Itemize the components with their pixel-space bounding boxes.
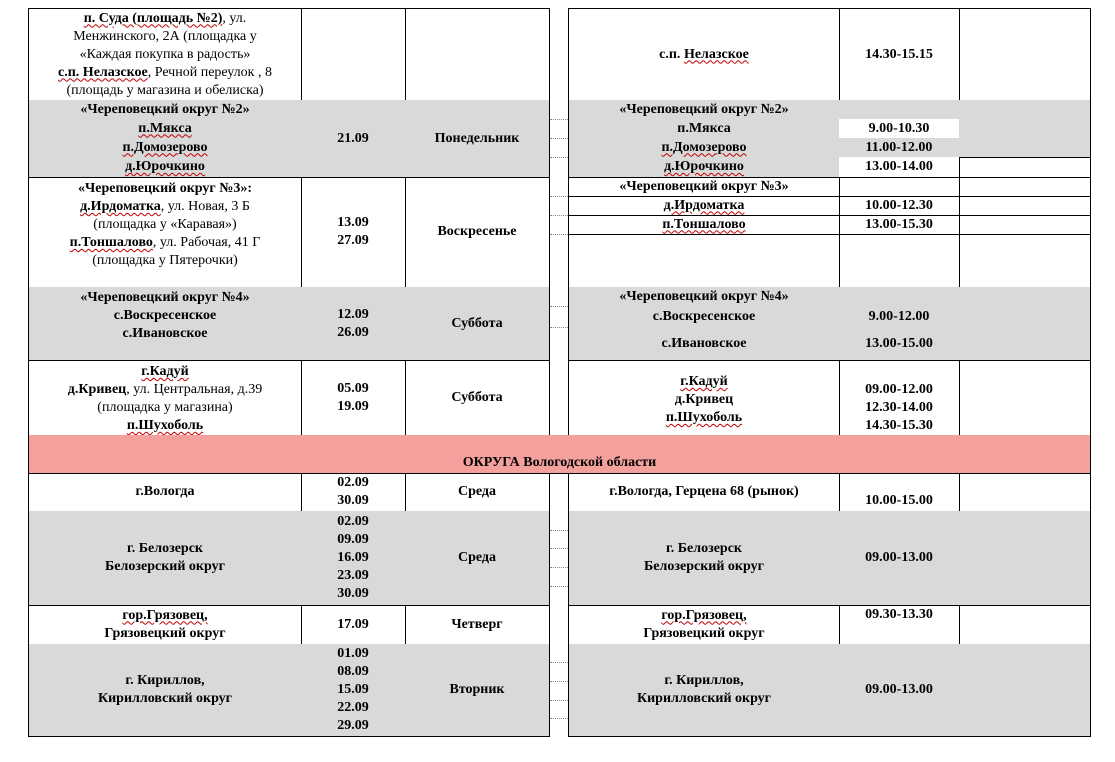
- okrug3-location: [28, 177, 302, 288]
- okrug3-title-right: «Череповецкий округ №3»: [619, 178, 789, 194]
- kaduy-stops: [568, 360, 840, 436]
- nelazskoe-prefix: с.п.: [659, 46, 684, 62]
- day-value: Четверг: [451, 616, 503, 632]
- gryazovets-note: [959, 605, 1091, 645]
- row1-note: [959, 8, 1091, 101]
- okrug3-time: [839, 196, 960, 216]
- kaduy-dates: [301, 360, 406, 436]
- belozersk-location: [28, 511, 302, 606]
- date-value: 17.09: [337, 616, 369, 632]
- vologda-time: [839, 473, 960, 512]
- okrug2-date: [301, 100, 406, 178]
- stop-ivanovskoe: с.Ивановское: [661, 335, 747, 351]
- okrug2-item: [28, 119, 302, 139]
- place-yurochkino: д.Юрочкино: [125, 159, 205, 174]
- gap-rule: [550, 567, 568, 568]
- okrug2-item: [28, 157, 302, 178]
- nelazskoe-street: , Речной переулок , 8: [147, 64, 272, 80]
- suda-name: п. Суда (площадь №2): [83, 10, 223, 26]
- vologda-location: [28, 473, 302, 512]
- day-value: Вторник: [449, 682, 505, 697]
- stop-voskresenskoe: с.Воскресенское: [652, 308, 756, 324]
- kirillov-dates: [301, 644, 406, 737]
- date-value: 08.09: [337, 664, 369, 679]
- okrug4-title: «Череповецкий округ №4»: [80, 290, 250, 305]
- okrug3-note: [959, 177, 1091, 197]
- place-ivanovskoe: с.Ивановское: [122, 326, 208, 341]
- gap-rule: [550, 530, 568, 531]
- stop-myaksa: п.Мякса: [677, 120, 731, 136]
- gryazovets-date: [301, 605, 406, 645]
- day-value: Понедельник: [434, 130, 520, 146]
- kirillov-day: [405, 644, 550, 737]
- stop-belozersk-okrug: Белозерский округ: [644, 559, 764, 574]
- kirillov-time: [839, 644, 960, 737]
- okrug4-dates: [301, 287, 406, 361]
- gap-rule: [550, 662, 568, 663]
- irdomatka-street: , ул. Новая, 3 Б: [160, 199, 250, 214]
- okrug4-note: [959, 287, 1091, 307]
- place-vologda: г.Вологда: [135, 484, 195, 499]
- place-gryazovets: гор.Грязовец,: [122, 607, 208, 623]
- gap-rule: [550, 681, 568, 682]
- belozersk-dates: [301, 511, 406, 606]
- stop-shukhobol: п.Шухоболь: [665, 410, 743, 425]
- place-shukhobol: п.Шухоболь: [126, 418, 204, 433]
- stop-irdomatka: д.Ирдоматка: [663, 197, 745, 213]
- okrug2-title: «Череповецкий округ №2»: [80, 101, 250, 117]
- gap-rule: [550, 718, 568, 719]
- okrug3-empty: [959, 234, 1091, 288]
- okrug3-dates: [301, 177, 406, 288]
- date-value: 27.09: [337, 233, 369, 248]
- row1-stop: [568, 8, 840, 101]
- kaduy-location: [28, 360, 302, 436]
- time-value: 14.30-15.30: [865, 418, 933, 433]
- stop-gryazovets-okrug: Грязовецкий округ: [643, 625, 765, 641]
- time-value: 09.30-13.30: [865, 607, 933, 622]
- date-value: 23.09: [337, 568, 369, 583]
- gap-rule: [550, 586, 568, 587]
- irdomatka-note: (площадка у «Каравая»): [93, 217, 237, 232]
- time-value: 13.00-14.00: [865, 159, 933, 174]
- gap-rule: [550, 700, 568, 701]
- okrug3-time-empty: [839, 177, 960, 197]
- gap-rule: [550, 138, 568, 139]
- date-value: 30.09: [337, 586, 369, 601]
- date-value: 13.09: [337, 215, 369, 230]
- day-value: Среда: [457, 550, 496, 565]
- nelazskoe-note: (площадь у магазина и обелиска): [66, 82, 264, 98]
- gryazovets-location: [28, 605, 302, 645]
- place-tonshalovo: п.Тоншалово: [69, 235, 153, 250]
- kirillov-okrug: Кирилловский округ: [97, 691, 233, 706]
- okrug4-title-right: «Череповецкий округ №4»: [619, 288, 789, 304]
- okrug2-header-right: [568, 100, 840, 120]
- time-value: 13.00-15.00: [865, 335, 933, 351]
- gap-rule: [550, 234, 568, 235]
- stop-tonshalovo: п.Тоншалово: [662, 216, 746, 232]
- day-value: Суббота: [451, 389, 503, 405]
- gap-rule: [550, 327, 568, 328]
- gap-rule: [550, 119, 568, 120]
- date-value: 16.09: [337, 550, 369, 565]
- place-myaksa: п.Мякса: [138, 120, 192, 136]
- date-value: 26.09: [337, 324, 369, 340]
- okrug4-day: [405, 287, 550, 361]
- stop-kirillov-okrug: Кирилловский округ: [636, 691, 772, 706]
- gryazovets-okrug: Грязовецкий округ: [104, 625, 226, 641]
- place-krivets: д.Кривец: [67, 382, 127, 397]
- date-value: 09.09: [337, 532, 369, 547]
- okrug2-note: [959, 119, 1091, 139]
- vologda-stop: [568, 473, 840, 512]
- date-value: 19.09: [337, 398, 369, 414]
- okrug3-stop: [568, 215, 840, 235]
- time-value: 10.00-12.30: [865, 197, 933, 213]
- stop-krivets: д.Кривец: [674, 392, 734, 407]
- row1-day: [405, 8, 550, 101]
- belozersk-time: [839, 511, 960, 606]
- gryazovets-time: [839, 605, 960, 645]
- kaduy-note: [959, 360, 1091, 436]
- stop-gryazovets: гор.Грязовец,: [661, 607, 747, 623]
- gryazovets-stop: [568, 605, 840, 645]
- okrug3-day: [405, 177, 550, 288]
- time-value: 9.00-10.30: [868, 120, 930, 136]
- okrug2-time: [839, 119, 960, 139]
- okrug3-time: [839, 215, 960, 235]
- okrug3-empty: [568, 234, 840, 288]
- date-value: 05.09: [337, 380, 369, 396]
- okrug4-note: [959, 327, 1091, 361]
- time-value: 09.00-13.00: [865, 682, 933, 697]
- okrug4-time: [839, 306, 960, 328]
- stop-vologda: г.Вологда, Герцена 68 (рынок): [609, 484, 799, 499]
- okrug4-header-right: [568, 287, 840, 307]
- gryazovets-day: [405, 605, 550, 645]
- tonshalovo-note: (площадка у Пятерочки): [92, 253, 238, 268]
- day-value: Среда: [457, 484, 496, 499]
- date-value: 12.09: [337, 306, 369, 322]
- nelazskoe-name: с.п. Нелазское: [58, 64, 148, 80]
- vologda-day: [405, 473, 550, 512]
- gap-rule: [550, 306, 568, 307]
- time-value: 14.30-15.15: [865, 46, 933, 62]
- okrug2-day: [405, 100, 550, 178]
- place-belozersk: г. Белозерск: [126, 541, 203, 556]
- okrug2-note: [959, 100, 1091, 120]
- okrug4-stop: [568, 327, 840, 361]
- okrug3-note: [959, 215, 1091, 235]
- krivets-street: , ул. Центральная, д.39: [126, 382, 263, 397]
- belozersk-day: [405, 511, 550, 606]
- okrug4-location: [28, 287, 302, 361]
- row1-location: [28, 8, 302, 101]
- okrug2-title-right: «Череповецкий округ №2»: [619, 101, 789, 117]
- tonshalovo-street: , ул. Рабочая, 41 Г: [152, 235, 261, 250]
- time-value: 12.30-14.00: [865, 400, 933, 415]
- okrug2-stop: [568, 157, 840, 178]
- day-value: Воскресенье: [437, 224, 517, 239]
- kirillov-location: [28, 644, 302, 737]
- okrug4-time-empty: [839, 287, 960, 307]
- okrug2-item: [28, 138, 302, 158]
- krivets-note: (площадка у магазина): [97, 400, 233, 415]
- date-value: 30.09: [337, 493, 369, 508]
- time-value: 09.00-12.00: [865, 382, 933, 397]
- time-value: 13.00-15.30: [865, 216, 933, 232]
- stop-domozerovo: п.Домозерово: [661, 139, 747, 155]
- section-title: ОКРУГА Вологодской области: [462, 455, 657, 470]
- okrug2-header: [28, 100, 302, 120]
- gap-rule: [550, 196, 568, 197]
- belozersk-stop: [568, 511, 840, 606]
- suda-address: Менжинского, 2А (площадка у: [73, 28, 257, 44]
- vologda-note: [959, 473, 1091, 512]
- stop-kaduy: г.Кадуй: [680, 374, 728, 389]
- stop-yurochkino: д.Юрочкино: [664, 159, 744, 174]
- belozersk-okrug: Белозерский округ: [105, 559, 225, 574]
- okrug2-time: [839, 138, 960, 158]
- okrug4-time: [839, 327, 960, 361]
- date-value: 02.09: [337, 514, 369, 529]
- date-value: 29.09: [337, 718, 369, 733]
- day-value: Суббота: [451, 315, 503, 331]
- place-irdomatka: д.Ирдоматка: [80, 199, 161, 214]
- date-value: 15.09: [337, 682, 369, 697]
- okrug2-time-empty: [839, 100, 960, 120]
- okrug3-title: «Череповецкий округ №3»:: [77, 181, 252, 196]
- nelazskoe-stop: Нелазское: [683, 46, 749, 62]
- place-voskresenskoe: с.Воскресенское: [113, 308, 217, 323]
- vologda-dates: [301, 473, 406, 512]
- time-value: 10.00-15.00: [865, 493, 933, 508]
- okrug2-stop: [568, 138, 840, 158]
- place-kaduy: г.Кадуй: [141, 364, 189, 379]
- date-value: 02.09: [337, 475, 369, 490]
- okrug3-note: [959, 196, 1091, 216]
- stop-belozersk: г. Белозерск: [665, 541, 742, 556]
- date-value: 21.09: [337, 130, 369, 146]
- row1-dates: [301, 8, 406, 101]
- section-header: [28, 435, 1091, 474]
- place-domozerovo: п.Домозерово: [122, 139, 208, 155]
- okrug4-note: [959, 306, 1091, 328]
- gap-rule: [550, 215, 568, 216]
- stop-kirillov: г. Кириллов,: [664, 673, 744, 688]
- time-value: 09.00-13.00: [865, 550, 933, 565]
- date-value: 01.09: [337, 646, 369, 661]
- okrug3-empty: [839, 234, 960, 288]
- kirillov-stop: [568, 644, 840, 737]
- time-value: 9.00-12.00: [868, 308, 930, 324]
- kirillov-note: [959, 644, 1091, 737]
- date-value: 22.09: [337, 700, 369, 715]
- belozersk-note: [959, 511, 1091, 606]
- place-kirillov: г. Кириллов,: [125, 673, 205, 688]
- okrug3-stop: [568, 196, 840, 216]
- okrug2-note: [959, 157, 1091, 178]
- kaduy-day: [405, 360, 550, 436]
- suda-street: , ул.: [222, 10, 247, 26]
- okrug2-stop: [568, 119, 840, 139]
- kaduy-times: [839, 360, 960, 436]
- okrug2-note: [959, 138, 1091, 158]
- gap-rule: [550, 157, 568, 158]
- okrug2-time: [839, 157, 960, 178]
- row1-time: [839, 8, 960, 101]
- suda-note: «Каждая покупка в радость»: [79, 46, 251, 62]
- gap-rule: [550, 548, 568, 549]
- time-value: 11.00-12.00: [865, 139, 933, 155]
- okrug3-header-right: [568, 177, 840, 197]
- okrug4-stop: [568, 306, 840, 328]
